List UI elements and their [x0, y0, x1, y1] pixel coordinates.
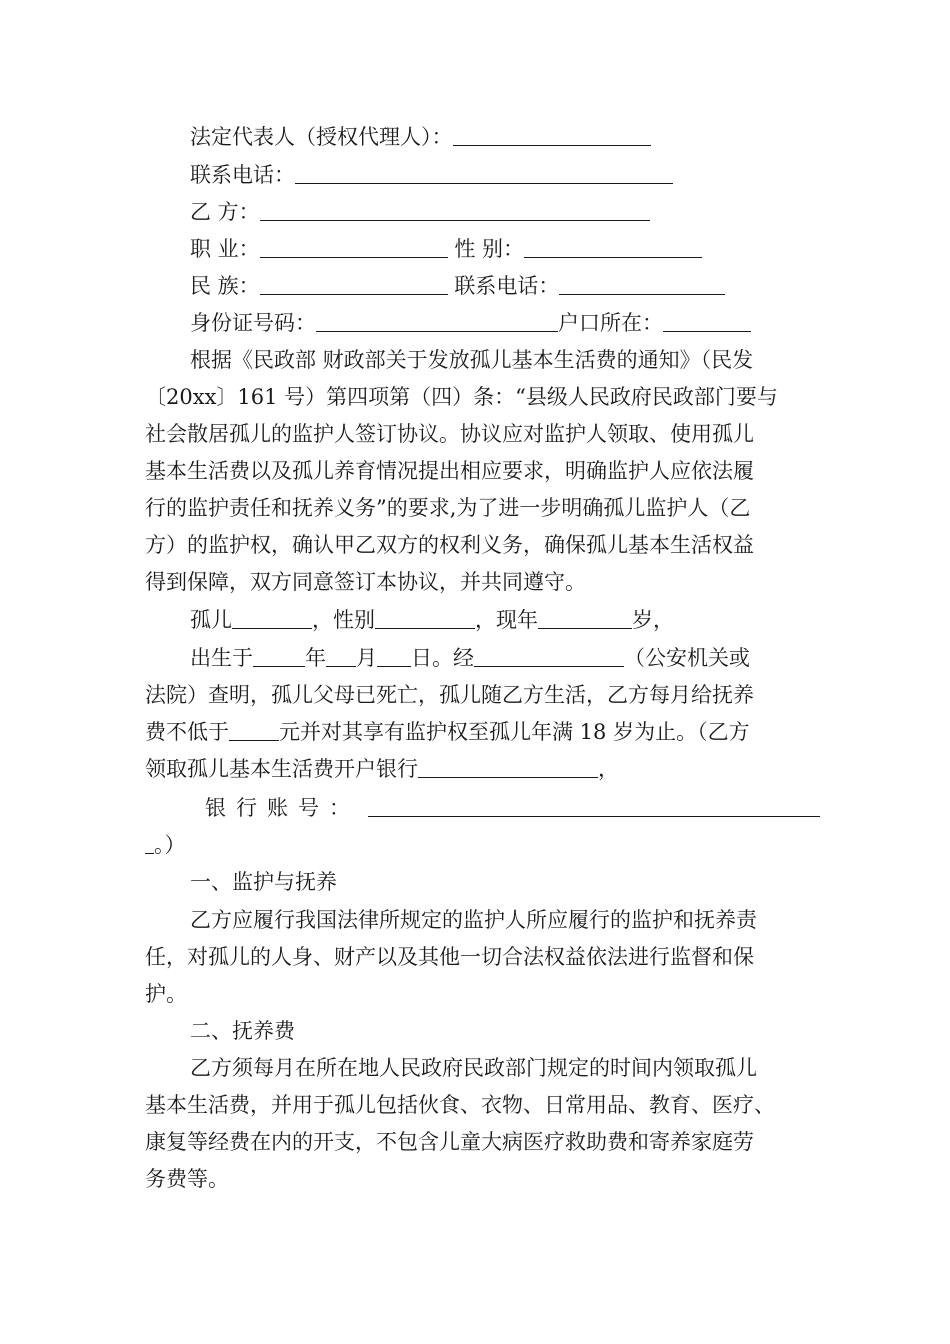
- preamble-line-6: 方）的监护权，确认甲乙双方的权利义务，确保孤儿基本生活权益: [145, 533, 754, 557]
- preamble-line-2: 〔20xx〕161 号）第四项第（四）条：“县级人民政府民政部门要与: [145, 385, 778, 409]
- gender-blank[interactable]: [524, 233, 702, 258]
- ethnicity-row: [0, 267, 950, 305]
- section-1-line-3: 护。: [145, 982, 187, 1006]
- legal-rep-label: 法定代表人（授权代理人）：: [190, 125, 453, 149]
- phone1-blank[interactable]: [295, 159, 673, 184]
- account-end: 。）: [154, 833, 186, 857]
- phone2-label: 联系电话：: [454, 274, 560, 298]
- orphan-gender-label: ，性别: [312, 608, 375, 632]
- fee-prefix: 费不低于: [145, 720, 229, 744]
- orphan-age-unit: 岁，: [632, 608, 674, 632]
- birth-year-blank[interactable]: [253, 642, 305, 667]
- day-label: 日。经: [411, 646, 474, 670]
- occupation-row: [0, 230, 950, 268]
- account-end-row: [0, 826, 950, 864]
- fee-amount-blank[interactable]: [229, 716, 279, 741]
- section-2-line-3: 康复等经费在内的开支，不包含儿童大病医疗救助费和寄养家庭劳: [145, 1130, 754, 1154]
- birth-month-blank[interactable]: [326, 642, 356, 667]
- section-2-line-1: 乙方须每月在所在地人民政府民政部门规定的时间内领取孤儿: [190, 1056, 757, 1080]
- section-1-line-2: 任，对孤儿的人身、财产以及其他一切合法权益依法进行监督和保: [145, 945, 754, 969]
- bank-suffix: ，: [598, 757, 619, 781]
- gender-label: 性 别：: [454, 237, 525, 261]
- ethnicity-blank[interactable]: [260, 270, 448, 295]
- preamble-line-5: 行的监护责任和抚养义务”的要求,为了进一步明确孤儿监护人（乙: [145, 496, 751, 520]
- bank-name-blank[interactable]: [418, 753, 598, 778]
- party-b-label: 乙 方：: [190, 200, 260, 224]
- fee-row: [0, 713, 950, 751]
- party-b-row: [0, 193, 950, 231]
- authority-label: （公安机关或: [624, 646, 750, 670]
- authority-blank[interactable]: [474, 642, 624, 667]
- legal-rep-row: [0, 118, 950, 156]
- birth-row: [0, 639, 950, 677]
- occupation-label: 职 业：: [190, 237, 260, 261]
- preamble-line-1: 根据《民政部 财政部关于发放孤儿基本生活费的通知》（民发: [190, 348, 754, 372]
- orphan-age-label: ，现年: [475, 608, 538, 632]
- phone2-blank[interactable]: [559, 270, 725, 295]
- year-label: 年: [305, 646, 326, 670]
- born-label: 出生于: [190, 646, 253, 670]
- residence-label: 户口所在：: [558, 311, 663, 335]
- section-2-line-2: 基本生活费，并用于孤儿包括伙食、衣物、日常用品、教育、医疗、: [145, 1093, 775, 1117]
- section-2-line-4: 务费等。: [145, 1167, 229, 1191]
- finding-line: 法院）查明，孤儿父母已死亡，孤儿随乙方生活，乙方每月给抚养: [145, 683, 754, 707]
- preamble-line-7: 得到保障，双方同意签订本协议，并共同遵守。: [145, 570, 586, 594]
- account-label: 银行账号：: [205, 796, 360, 820]
- fee-suffix: 元并对其享有监护权至孤儿年满 18 岁为止。（乙方: [279, 720, 750, 744]
- orphan-info-row: [0, 601, 950, 639]
- orphan-label: 孤儿: [190, 608, 232, 632]
- section-1-heading: 一、监护与抚养: [190, 870, 337, 894]
- phone1-row: [0, 156, 950, 194]
- account-blank-cont[interactable]: [145, 829, 154, 854]
- account-row: [0, 789, 950, 827]
- preamble-line-3: 社会散居孤儿的监护人签订协议。协议应对监护人领取、使用孤儿: [145, 422, 754, 446]
- bank-prefix: 领取孤儿基本生活费开户银行: [145, 757, 418, 781]
- occupation-blank[interactable]: [260, 233, 448, 258]
- ethnicity-label: 民 族：: [190, 274, 260, 298]
- birth-day-blank[interactable]: [377, 642, 411, 667]
- orphan-gender-blank[interactable]: [375, 604, 475, 629]
- orphan-name-blank[interactable]: [232, 604, 312, 629]
- section-1-line-1: 乙方应履行我国法律所规定的监护人所应履行的监护和抚养责: [190, 908, 757, 932]
- account-blank[interactable]: [368, 792, 820, 817]
- party-b-blank[interactable]: [260, 196, 650, 221]
- legal-rep-blank[interactable]: [453, 121, 651, 146]
- orphan-age-blank[interactable]: [538, 604, 632, 629]
- id-label: 身份证号码：: [190, 311, 316, 335]
- id-blank[interactable]: [316, 307, 558, 332]
- bank-row: [0, 750, 950, 788]
- preamble-line-4: 基本生活费以及孤儿养育情况提出相应要求，明确监护人应依法履: [145, 459, 754, 483]
- section-2-heading: 二、抚养费: [190, 1019, 295, 1043]
- month-label: 月: [356, 646, 377, 670]
- residence-blank[interactable]: [663, 307, 751, 332]
- id-row: [0, 304, 950, 342]
- phone1-label: 联系电话：: [190, 163, 295, 187]
